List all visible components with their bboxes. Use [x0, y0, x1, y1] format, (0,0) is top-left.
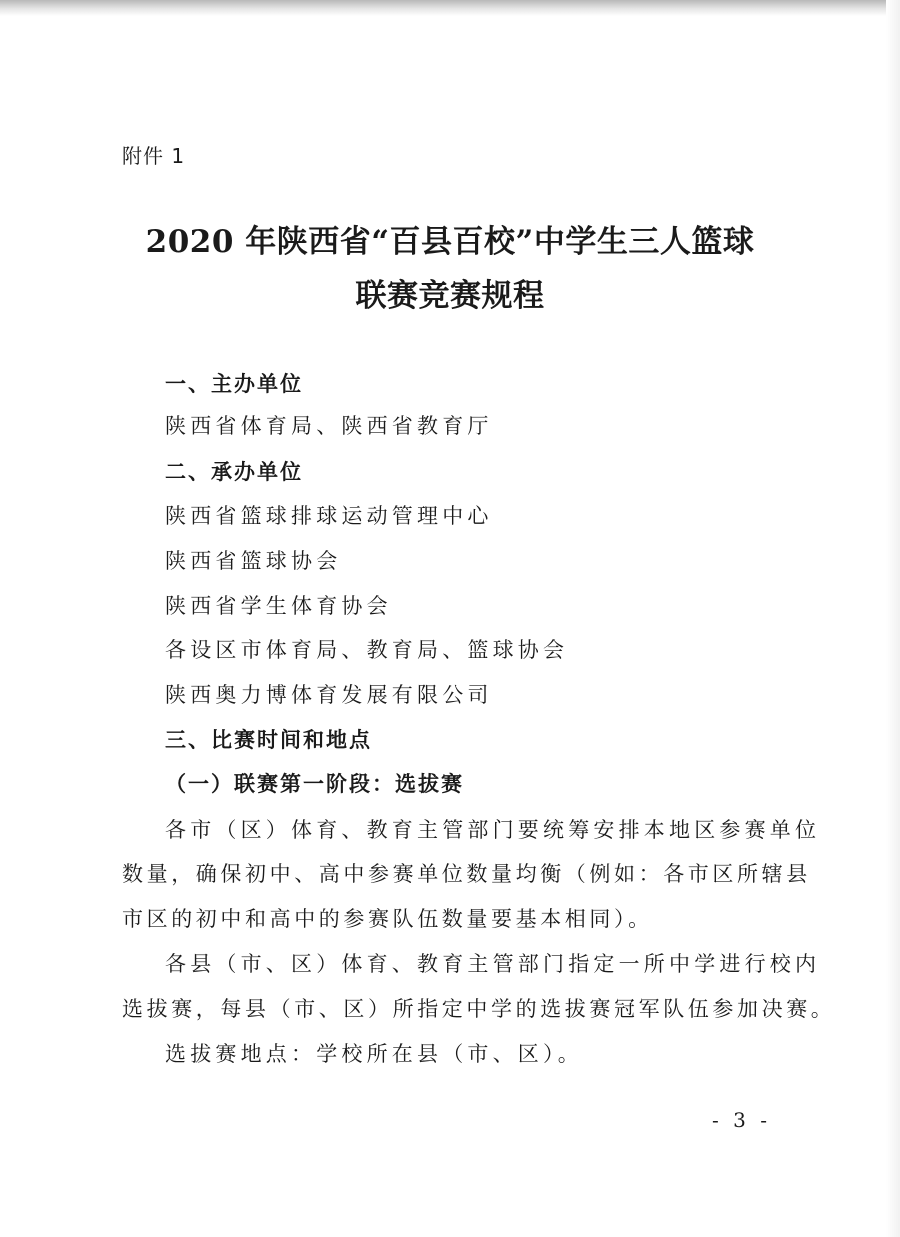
- scan-right-edge: [886, 0, 900, 1237]
- paragraph-line: 选拔赛地点：学校所在县（市、区）。: [165, 1042, 583, 1066]
- host-line: 陕西省篮球排球运动管理中心: [165, 504, 493, 528]
- paragraph-line: 选拔赛，每县（市、区）所指定中学的选拔赛冠军队伍参加决赛。: [122, 997, 836, 1021]
- paragraph-line: 各市（区）体育、教育主管部门要统筹安排本地区参赛单位: [165, 818, 821, 842]
- document-title-line-2: 联赛竞赛规程: [355, 278, 545, 314]
- host-line: 各设区市体育局、教育局、篮球协会: [165, 638, 569, 662]
- section-heading-schedule: 三、比赛时间和地点: [165, 728, 372, 752]
- host-line: 陕西奥力博体育发展有限公司: [165, 683, 493, 707]
- page-number: - 3 -: [712, 1108, 771, 1132]
- scan-top-edge: [0, 0, 900, 16]
- subsection-heading-stage-1: （一）联赛第一阶段：选拔赛: [165, 772, 464, 796]
- organizer-line: 陕西省体育局、陕西省教育厅: [165, 414, 493, 438]
- paragraph-line: 数量，确保初中、高中参赛单位数量均衡（例如：各市区所辖县: [122, 862, 811, 886]
- document-title-line-1: 2020 年陕西省“百县百校”中学生三人篮球: [145, 224, 755, 260]
- section-heading-organizer: 一、主办单位: [165, 372, 303, 396]
- host-line: 陕西省篮球协会: [165, 549, 342, 573]
- paragraph-line: 各县（市、区）体育、教育主管部门指定一所中学进行校内: [165, 952, 821, 976]
- host-line: 陕西省学生体育协会: [165, 594, 392, 618]
- annex-label: 附件 1: [122, 144, 186, 168]
- section-heading-host: 二、承办单位: [165, 460, 303, 484]
- paragraph-line: 市区的初中和高中的参赛队伍数量要基本相同）。: [122, 907, 653, 931]
